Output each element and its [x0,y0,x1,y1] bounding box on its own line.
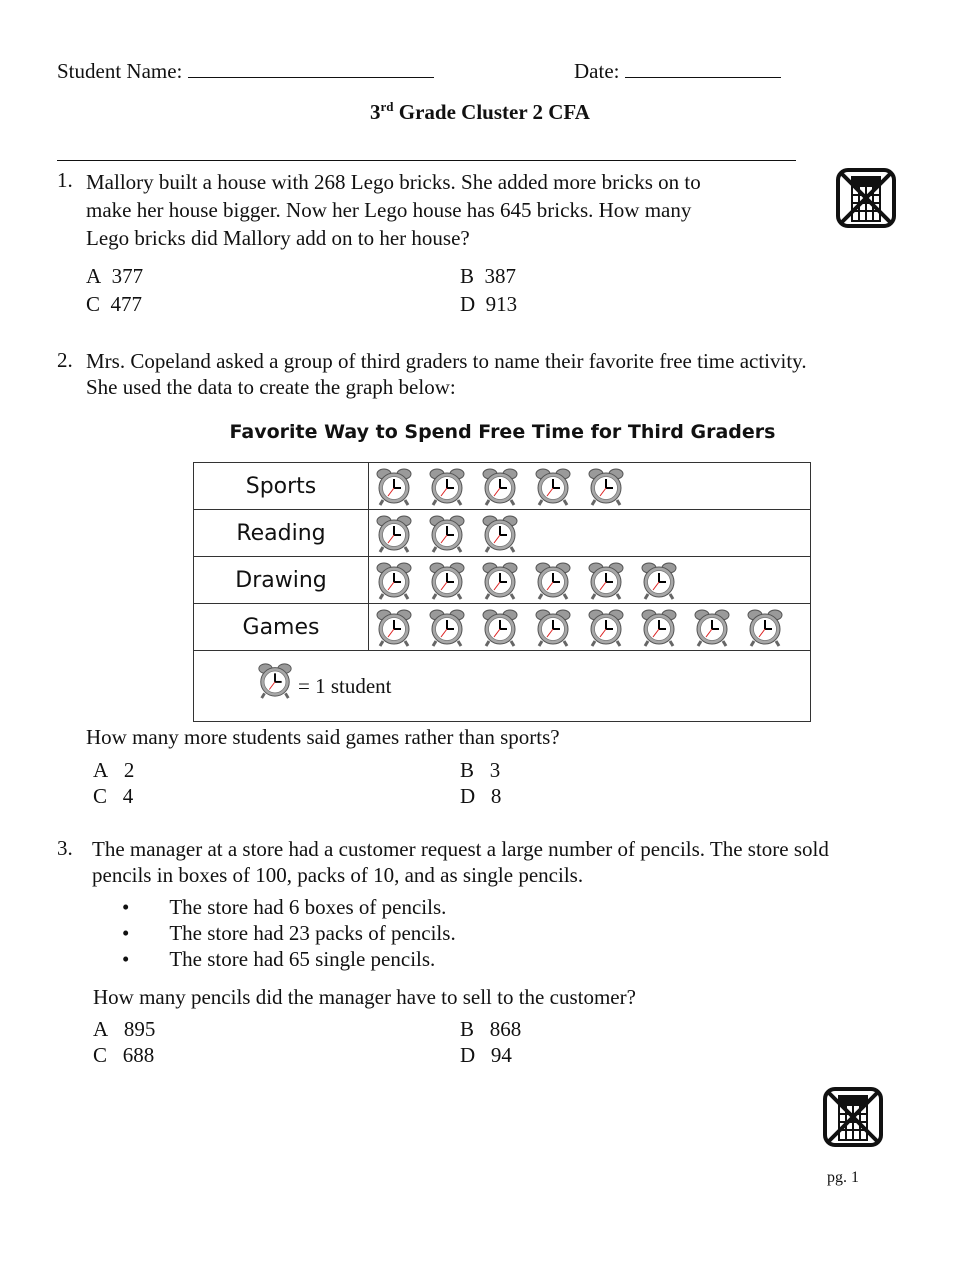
alarm-clock-icon [427,513,467,553]
category-label: Games [194,604,369,650]
category-label: Sports [194,463,369,509]
divider [57,160,796,161]
pictograph-row [194,557,810,604]
q1-choice-a[interactable]: A 377 [86,264,144,288]
page-title: 3rd Grade Cluster 2 CFA [370,99,590,124]
pictograph-row [194,510,810,557]
category-label: Drawing [194,557,369,603]
page-number: pg. 1 [827,1169,859,1186]
q2-choice-d[interactable]: D 8 [460,784,502,808]
pictograph-row [194,463,810,510]
alarm-clock-icon [692,607,732,647]
q3-bullets [122,894,456,972]
bullet-item: • The store had 23 packs of pencils. [122,921,456,945]
q1-text: Mallory built a house with 268 Lego bricks. She added more bricks on to make her house bigger. Now her Lego house has 645 bricks. How many Lego bricks did Mallory add on to her house? [86,170,701,250]
q3-text: The manager at a store had a customer request a large number of pencils. The store sold pencils in boxes of 100, packs of 10, and as single pencils. [92,837,829,887]
legend-text: = 1 student [298,674,392,698]
q3-choice-b[interactable]: B 868 [460,1017,522,1041]
alarm-clock-icon [586,607,626,647]
q2-question: How many more students said games rather than sports? [86,725,560,749]
q3-choice-c[interactable]: C 688 [93,1043,155,1067]
no-calculator-icon [835,167,897,229]
alarm-clock-icon [374,607,414,647]
alarm-clock-icon [745,607,785,647]
category-label: Reading [194,510,369,556]
alarm-clock-icon [533,560,573,600]
q3-number: 3. [57,836,73,860]
q3-choice-a[interactable]: A 895 [93,1017,156,1041]
alarm-clock-icon [256,661,294,699]
alarm-clock-icon [374,560,414,600]
date-field[interactable] [574,59,781,84]
alarm-clock-icon [480,560,520,600]
bullet-item: • The store had 6 boxes of pencils. [122,895,447,919]
pictograph-row [194,604,810,651]
no-calculator-icon [822,1086,884,1148]
q2-number: 2. [57,348,73,372]
q2-choice-b[interactable]: B 3 [460,758,501,782]
alarm-clock-icon [427,466,467,506]
pictograph [193,462,811,722]
chart-legend [256,661,392,699]
q1-choice-d[interactable]: D 913 [460,292,518,316]
q1-number: 1. [57,168,73,192]
q2-text: Mrs. Copeland asked a group of third graders to name their favorite free time activity. She used the data to create the graph below: [86,349,807,399]
q1-choice-b[interactable]: B 387 [460,264,517,288]
date-label: Date: [574,59,620,83]
alarm-clock-icon [480,466,520,506]
chart-title: Favorite Way to Spend Free Time for Third Graders [229,421,776,443]
date-blank[interactable] [625,59,781,78]
q3-choice-d[interactable]: D 94 [460,1043,512,1067]
alarm-clock-icon [639,560,679,600]
alarm-clock-icon [533,466,573,506]
alarm-clock-icon [427,607,467,647]
alarm-clock-icon [639,607,679,647]
q3-question: How many pencils did the manager have to sell to the customer? [93,985,636,1009]
alarm-clock-icon [374,513,414,553]
alarm-clock-icon [374,466,414,506]
alarm-clock-icon [586,466,626,506]
alarm-clock-icon [480,607,520,647]
student-name-field[interactable] [57,59,434,84]
q2-choice-c[interactable]: C 4 [93,784,134,808]
alarm-clock-icon [480,513,520,553]
alarm-clock-icon [533,607,573,647]
q2-choice-a[interactable]: A 2 [93,758,135,782]
q1-choice-c[interactable]: C 477 [86,292,143,316]
student-name-label: Student Name: [57,59,183,83]
alarm-clock-icon [427,560,467,600]
bullet-item: • The store had 65 single pencils. [122,947,436,971]
student-name-blank[interactable] [188,59,434,78]
alarm-clock-icon [586,560,626,600]
